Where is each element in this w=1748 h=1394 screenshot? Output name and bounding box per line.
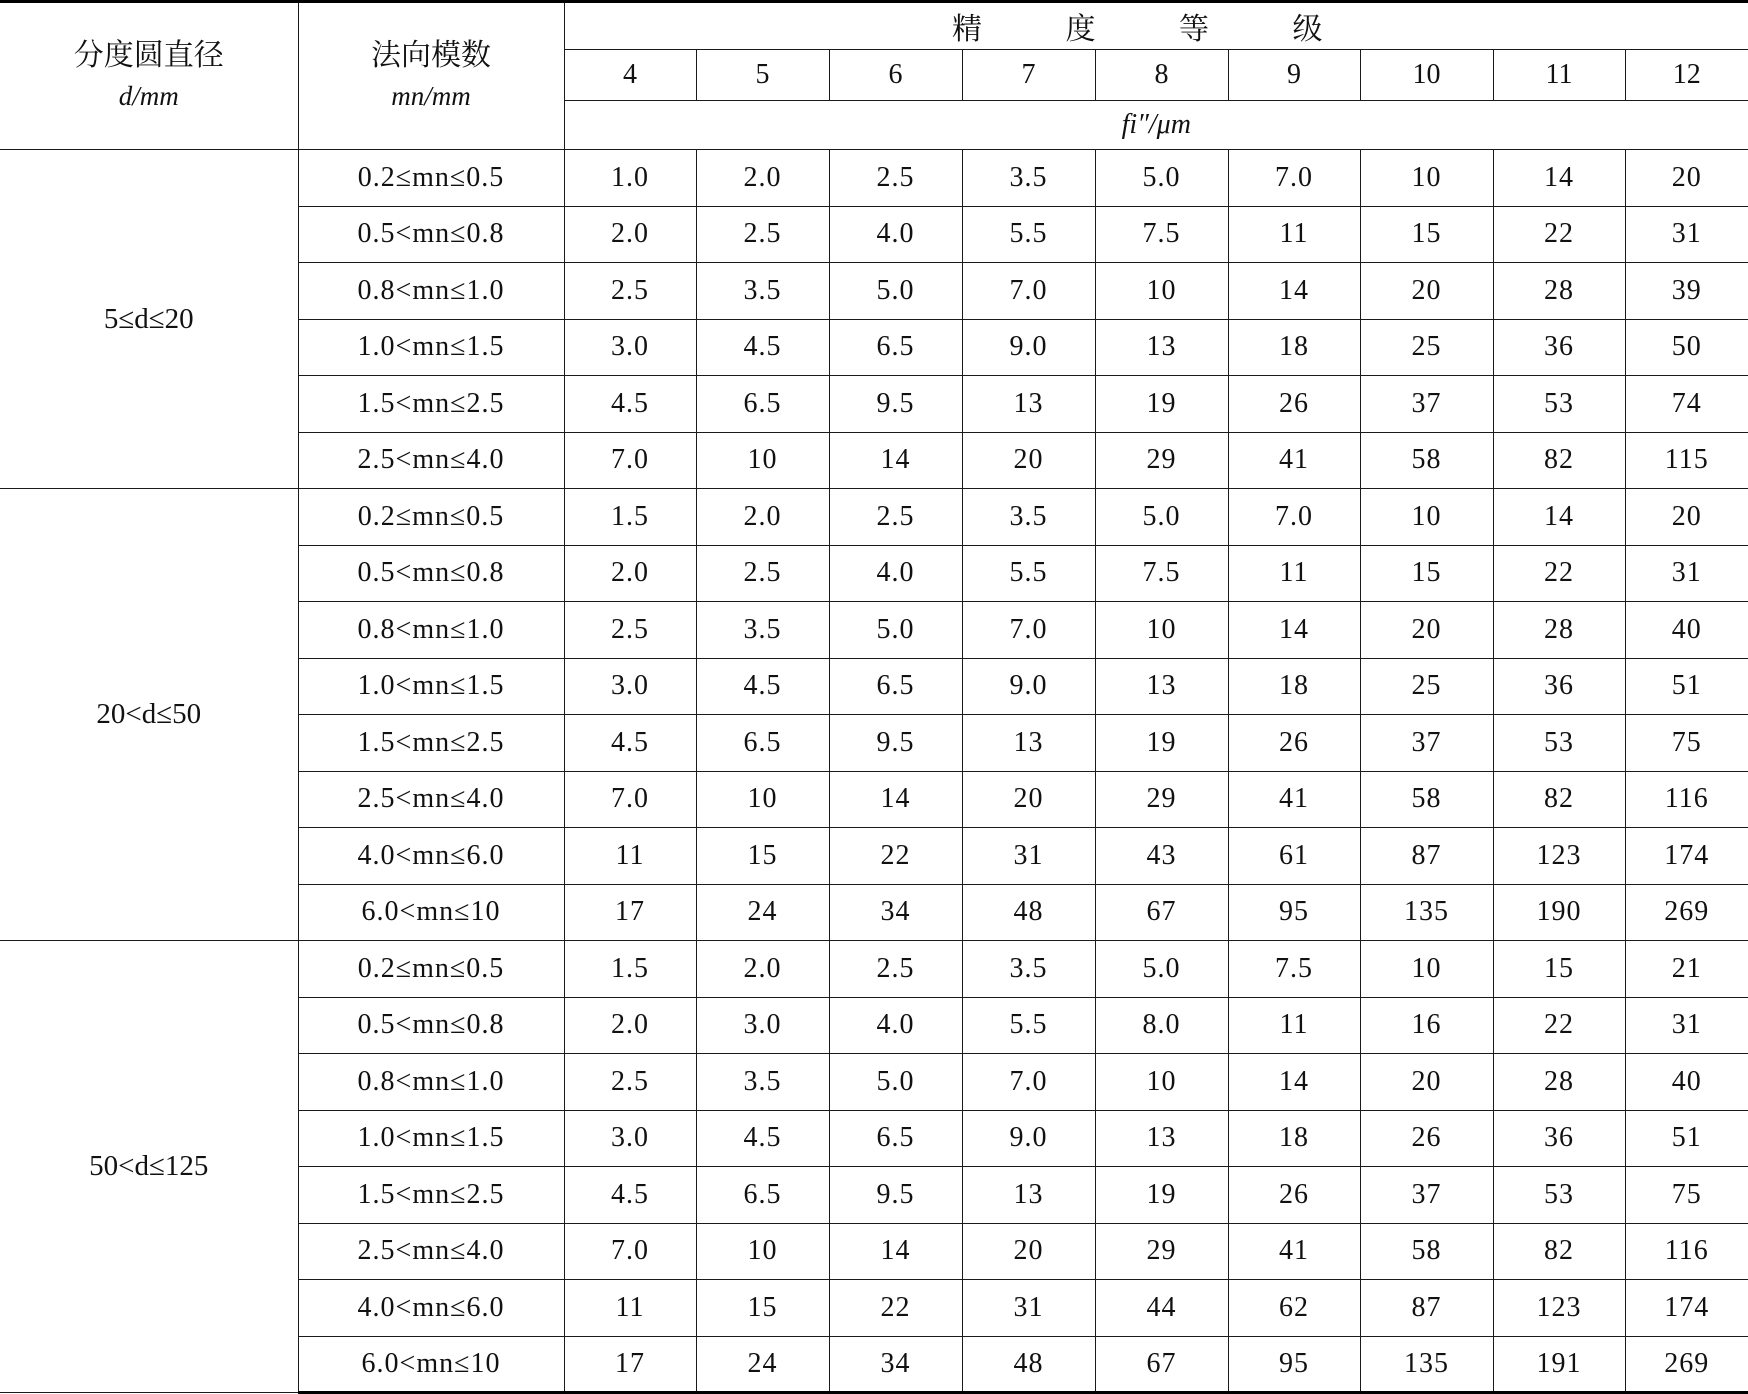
tolerance-value-cell: 7.5 [1095,206,1228,263]
module-range-cell: 4.0<mn≤6.0 [298,1280,564,1337]
tolerance-value-cell: 62 [1228,1280,1360,1337]
tolerance-value-cell: 3.5 [696,263,829,320]
tolerance-value-cell: 4.5 [696,1110,829,1167]
grade-header-cell: 10 [1360,50,1493,101]
tolerance-value-cell: 6.5 [829,1110,962,1167]
tolerance-value-cell: 5.0 [1095,941,1228,998]
tolerance-value-cell: 7.0 [1228,489,1360,546]
diameter-range-cell: 50<d≤125 [0,941,298,1393]
tolerance-value-cell: 13 [962,376,1095,433]
tolerance-value-cell: 44 [1095,1280,1228,1337]
tolerance-value-cell: 14 [1228,263,1360,320]
tolerance-value-cell: 14 [1493,150,1625,207]
tolerance-value-cell: 3.0 [564,1110,696,1167]
tolerance-value-cell: 40 [1625,602,1748,659]
tolerance-value-cell: 269 [1625,1336,1748,1393]
tolerance-value-cell: 3.5 [962,941,1095,998]
tolerance-value-cell: 191 [1493,1336,1625,1393]
tolerance-value-cell: 41 [1228,1223,1360,1280]
tolerance-value-cell: 14 [1493,489,1625,546]
tolerance-value-cell: 10 [696,771,829,828]
tolerance-value-cell: 7.0 [962,1054,1095,1111]
tolerance-value-cell: 25 [1360,319,1493,376]
tolerance-value-cell: 26 [1228,376,1360,433]
module-range-cell: 1.5<mn≤2.5 [298,715,564,772]
tolerance-value-cell: 4.5 [564,376,696,433]
tolerance-value-cell: 2.0 [696,941,829,998]
tolerance-value-cell: 4.0 [829,997,962,1054]
tolerance-value-cell: 3.0 [696,997,829,1054]
tolerance-value-cell: 3.5 [962,150,1095,207]
module-range-cell: 1.5<mn≤2.5 [298,376,564,433]
tolerance-value-cell: 3.0 [564,319,696,376]
tolerance-value-cell: 82 [1493,1223,1625,1280]
tolerance-value-cell: 11 [1228,206,1360,263]
module-range-cell: 0.2≤mn≤0.5 [298,150,564,207]
tolerance-value-cell: 19 [1095,376,1228,433]
tolerance-value-cell: 20 [1360,602,1493,659]
value-unit: fi″/μm [564,101,1748,150]
tolerance-value-cell: 26 [1228,1167,1360,1224]
table-row [0,489,1748,546]
tolerance-value-cell: 37 [1360,715,1493,772]
tolerance-value-cell: 14 [829,432,962,489]
tolerance-value-cell: 4.0 [829,206,962,263]
tolerance-value-cell: 20 [962,771,1095,828]
tolerance-value-cell: 10 [696,1223,829,1280]
module-range-cell: 0.5<mn≤0.8 [298,206,564,263]
tolerance-value-cell: 3.5 [962,489,1095,546]
tolerance-value-cell: 11 [1228,545,1360,602]
module-range-cell: 1.0<mn≤1.5 [298,319,564,376]
tolerance-value-cell: 2.0 [564,997,696,1054]
tolerance-value-cell: 13 [962,715,1095,772]
tolerance-value-cell: 22 [829,1280,962,1337]
tolerance-value-cell: 115 [1625,432,1748,489]
module-title: 法向模数 [371,39,491,72]
tolerance-value-cell: 31 [1625,545,1748,602]
tolerance-value-cell: 87 [1360,1280,1493,1337]
tolerance-value-cell: 14 [829,771,962,828]
tolerance-value-cell: 31 [1625,206,1748,263]
tolerance-value-cell: 28 [1493,1054,1625,1111]
module-unit: mn/mm [391,81,471,111]
tolerance-value-cell: 53 [1493,1167,1625,1224]
tolerance-value-cell: 31 [962,1280,1095,1337]
tolerance-value-cell: 19 [1095,715,1228,772]
tolerance-value-cell: 123 [1493,828,1625,885]
tolerance-value-cell: 9.5 [829,1167,962,1224]
tolerance-value-cell: 2.0 [564,206,696,263]
diameter-title: 分度圆直径 [73,39,224,72]
tolerance-value-cell: 58 [1360,771,1493,828]
tolerance-value-cell: 123 [1493,1280,1625,1337]
module-range-cell: 2.5<mn≤4.0 [298,432,564,489]
tolerance-value-cell: 20 [962,1223,1095,1280]
tolerance-value-cell: 2.0 [564,545,696,602]
tolerance-value-cell: 13 [962,1167,1095,1224]
tolerance-value-cell: 2.0 [696,489,829,546]
table-body [0,150,1748,1393]
tolerance-value-cell: 6.5 [696,1167,829,1224]
tolerance-value-cell: 26 [1360,1110,1493,1167]
module-range-cell: 0.5<mn≤0.8 [298,545,564,602]
diameter-unit: d/mm [118,81,179,111]
tolerance-value-cell: 5.5 [962,997,1095,1054]
tolerance-value-cell: 14 [829,1223,962,1280]
grade-header-cell: 6 [829,50,962,101]
tolerance-value-cell: 21 [1625,941,1748,998]
tolerance-value-cell: 10 [1095,263,1228,320]
tolerance-value-cell: 7.5 [1095,545,1228,602]
module-header [298,2,564,150]
module-range-cell: 4.0<mn≤6.0 [298,828,564,885]
tolerance-value-cell: 7.0 [962,263,1095,320]
tolerance-value-cell: 3.0 [564,658,696,715]
tolerance-value-cell: 18 [1228,658,1360,715]
tolerance-value-cell: 4.5 [696,319,829,376]
tolerance-value-cell: 3.5 [696,602,829,659]
tolerance-value-cell: 4.5 [696,658,829,715]
module-range-cell: 0.2≤mn≤0.5 [298,489,564,546]
tolerance-value-cell: 10 [1095,602,1228,659]
grade-header-cell: 11 [1493,50,1625,101]
tolerance-value-cell: 43 [1095,828,1228,885]
diameter-range-cell: 5≤d≤20 [0,150,298,489]
tolerance-value-cell: 7.0 [564,432,696,489]
tolerance-value-cell: 4.0 [829,545,962,602]
tolerance-value-cell: 14 [1228,1054,1360,1111]
tolerance-value-cell: 5.5 [962,206,1095,263]
tolerance-value-cell: 269 [1625,884,1748,941]
tolerance-value-cell: 95 [1228,1336,1360,1393]
tolerance-value-cell: 36 [1493,658,1625,715]
tolerance-value-cell: 20 [1625,489,1748,546]
tolerance-value-cell: 15 [1360,206,1493,263]
grade-title: 精 度 等 级 [564,2,1748,50]
table-row [0,941,1748,998]
module-range-cell: 2.5<mn≤4.0 [298,771,564,828]
module-range-cell: 6.0<mn≤10 [298,884,564,941]
tolerance-value-cell: 1.5 [564,489,696,546]
tolerance-value-cell: 36 [1493,319,1625,376]
diameter-range-cell: 20<d≤50 [0,489,298,941]
tolerance-value-cell: 51 [1625,658,1748,715]
tolerance-value-cell: 11 [564,828,696,885]
tolerance-value-cell: 51 [1625,1110,1748,1167]
tolerance-value-cell: 2.5 [564,263,696,320]
tolerance-value-cell: 29 [1095,432,1228,489]
tolerance-value-cell: 36 [1493,1110,1625,1167]
tolerance-value-cell: 5.0 [1095,150,1228,207]
tolerance-value-cell: 135 [1360,884,1493,941]
tolerance-value-cell: 2.5 [829,489,962,546]
tolerance-value-cell: 2.5 [829,150,962,207]
tolerance-value-cell: 174 [1625,828,1748,885]
tolerance-value-cell: 6.5 [829,319,962,376]
tolerance-value-cell: 22 [1493,545,1625,602]
tolerance-value-cell: 20 [1625,150,1748,207]
tolerance-value-cell: 2.5 [829,941,962,998]
grade-header-cell: 7 [962,50,1095,101]
tolerance-value-cell: 82 [1493,771,1625,828]
tolerance-value-cell: 190 [1493,884,1625,941]
tolerance-value-cell: 5.0 [829,1054,962,1111]
tolerance-value-cell: 10 [1360,941,1493,998]
grade-header-cell: 8 [1095,50,1228,101]
tolerance-value-cell: 20 [1360,1054,1493,1111]
tolerance-value-cell: 9.5 [829,715,962,772]
grade-header-cell: 12 [1625,50,1748,101]
tolerance-value-cell: 2.5 [564,602,696,659]
tolerance-value-cell: 5.0 [829,263,962,320]
tolerance-value-cell: 5.0 [829,602,962,659]
tolerance-value-cell: 9.0 [962,658,1095,715]
tolerance-value-cell: 4.5 [564,1167,696,1224]
tolerance-value-cell: 1.0 [564,150,696,207]
tolerance-value-cell: 10 [1360,150,1493,207]
tolerance-value-cell: 58 [1360,432,1493,489]
tolerance-value-cell: 11 [564,1280,696,1337]
tolerance-value-cell: 74 [1625,376,1748,433]
tolerance-value-cell: 87 [1360,828,1493,885]
tolerance-value-cell: 82 [1493,432,1625,489]
grade-header-cell: 4 [564,50,696,101]
tolerance-value-cell: 116 [1625,771,1748,828]
tolerance-value-cell: 25 [1360,658,1493,715]
tolerance-value-cell: 17 [564,884,696,941]
module-range-cell: 1.0<mn≤1.5 [298,1110,564,1167]
tolerance-value-cell: 26 [1228,715,1360,772]
tolerance-value-cell: 6.5 [696,376,829,433]
tolerance-value-cell: 19 [1095,1167,1228,1224]
tolerance-value-cell: 15 [1493,941,1625,998]
tolerance-value-cell: 37 [1360,1167,1493,1224]
tolerance-value-cell: 29 [1095,771,1228,828]
tolerance-value-cell: 28 [1493,602,1625,659]
tolerance-value-cell: 75 [1625,715,1748,772]
tolerance-value-cell: 95 [1228,884,1360,941]
tolerance-value-cell: 135 [1360,1336,1493,1393]
tolerance-value-cell: 53 [1493,376,1625,433]
table-row [0,150,1748,207]
tolerance-value-cell: 7.0 [564,771,696,828]
tolerance-value-cell: 22 [1493,206,1625,263]
tolerance-value-cell: 6.5 [696,715,829,772]
tolerance-value-cell: 5.5 [962,545,1095,602]
tolerance-value-cell: 61 [1228,828,1360,885]
tolerance-value-cell: 13 [1095,658,1228,715]
tolerance-value-cell: 10 [1360,489,1493,546]
module-range-cell: 1.5<mn≤2.5 [298,1167,564,1224]
tolerance-value-cell: 28 [1493,263,1625,320]
tolerance-value-cell: 13 [1095,319,1228,376]
module-range-cell: 0.8<mn≤1.0 [298,602,564,659]
tolerance-value-cell: 10 [696,432,829,489]
tolerance-value-cell: 3.5 [696,1054,829,1111]
tolerance-value-cell: 13 [1095,1110,1228,1167]
tolerance-value-cell: 5.0 [1095,489,1228,546]
tolerance-value-cell: 1.5 [564,941,696,998]
tolerance-value-cell: 37 [1360,376,1493,433]
tolerance-value-cell: 6.5 [829,658,962,715]
tolerance-value-cell: 24 [696,884,829,941]
tolerance-value-cell: 31 [962,828,1095,885]
module-range-cell: 0.8<mn≤1.0 [298,263,564,320]
tolerance-value-cell: 7.5 [1228,941,1360,998]
tolerance-value-cell: 9.0 [962,319,1095,376]
tolerance-value-cell: 22 [829,828,962,885]
tolerance-value-cell: 39 [1625,263,1748,320]
module-range-cell: 6.0<mn≤10 [298,1336,564,1393]
tolerance-value-cell: 18 [1228,319,1360,376]
grade-header-cell: 9 [1228,50,1360,101]
tolerance-value-cell: 11 [1228,997,1360,1054]
tolerance-value-cell: 17 [564,1336,696,1393]
tolerance-value-cell: 22 [1493,997,1625,1054]
module-range-cell: 0.2≤mn≤0.5 [298,941,564,998]
tolerance-value-cell: 29 [1095,1223,1228,1280]
tolerance-value-cell: 18 [1228,1110,1360,1167]
tolerance-value-cell: 50 [1625,319,1748,376]
module-range-cell: 0.8<mn≤1.0 [298,1054,564,1111]
module-range-cell: 2.5<mn≤4.0 [298,1223,564,1280]
grade-header-cell: 5 [696,50,829,101]
tolerance-value-cell: 48 [962,884,1095,941]
module-range-cell: 0.5<mn≤0.8 [298,997,564,1054]
tolerance-value-cell: 4.5 [564,715,696,772]
tolerance-value-cell: 24 [696,1336,829,1393]
tolerance-value-cell: 15 [696,828,829,885]
tolerance-value-cell: 7.0 [564,1223,696,1280]
tolerance-value-cell: 10 [1095,1054,1228,1111]
tolerance-value-cell: 2.5 [696,206,829,263]
tolerance-value-cell: 41 [1228,432,1360,489]
tolerance-value-cell: 58 [1360,1223,1493,1280]
tolerance-value-cell: 53 [1493,715,1625,772]
tolerance-value-cell: 20 [1360,263,1493,320]
tolerance-value-cell: 116 [1625,1223,1748,1280]
tolerance-value-cell: 16 [1360,997,1493,1054]
tolerance-value-cell: 8.0 [1095,997,1228,1054]
tolerance-value-cell: 41 [1228,771,1360,828]
tolerance-value-cell: 14 [1228,602,1360,659]
tolerance-value-cell: 15 [1360,545,1493,602]
tolerance-value-cell: 31 [1625,997,1748,1054]
tolerance-value-cell: 34 [829,884,962,941]
module-range-cell: 1.0<mn≤1.5 [298,658,564,715]
tolerance-value-cell: 9.0 [962,1110,1095,1167]
tolerance-value-cell: 2.0 [696,150,829,207]
tolerance-value-cell: 174 [1625,1280,1748,1337]
diameter-header [0,2,298,150]
tolerance-value-cell: 9.5 [829,376,962,433]
tolerance-value-cell: 67 [1095,1336,1228,1393]
tolerance-value-cell: 75 [1625,1167,1748,1224]
tolerance-value-cell: 48 [962,1336,1095,1393]
tolerance-value-cell: 2.5 [696,545,829,602]
tolerance-value-cell: 20 [962,432,1095,489]
tolerance-value-cell: 7.0 [962,602,1095,659]
tolerance-value-cell: 40 [1625,1054,1748,1111]
tolerance-value-cell: 2.5 [564,1054,696,1111]
tolerance-value-cell: 67 [1095,884,1228,941]
tolerance-value-cell: 34 [829,1336,962,1393]
tolerance-value-cell: 7.0 [1228,150,1360,207]
tolerance-value-cell: 15 [696,1280,829,1337]
